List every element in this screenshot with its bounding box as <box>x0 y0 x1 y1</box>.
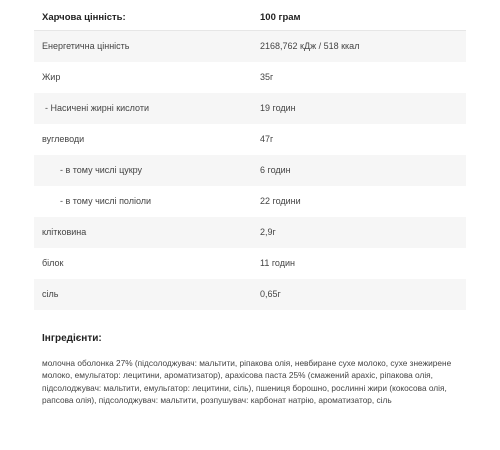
nutrition-row-salt <box>34 279 466 310</box>
nutrient-label: Енергетична цінність <box>42 41 130 52</box>
nutrient-value: 47г <box>260 134 274 144</box>
nutrition-row-fat <box>34 62 466 93</box>
nutrition-header-value: 100 грам <box>252 6 466 31</box>
nutrition-row-saturated-fat <box>34 93 466 124</box>
nutrition-header-label: Харчова цінність: <box>34 6 252 31</box>
ingredients-title: Інгредієнти: <box>42 333 102 344</box>
nutrient-label: білок <box>42 258 64 268</box>
nutrition-row-sugars <box>34 155 466 186</box>
nutrient-label: клітковина <box>42 227 87 237</box>
nutrient-label: - в тому числі цукру <box>60 165 143 175</box>
nutrition-row-fiber <box>34 217 466 248</box>
nutrient-value: 11 годин <box>260 258 295 268</box>
nutrient-label: вуглеводи <box>42 134 85 144</box>
nutrient-label: Жир <box>42 72 61 82</box>
ingredients-text: молочна оболонка 27% (підсолоджувач: мальтити, ріпакова олія, невбиране сухе молоко, сухе знежирене молоко, емульгатор: лецитини, ароматизатор), арахісова паста 25% (смажений арахіс, ріпакова олія, підсолоджувач: мальтити, емульгатор: лецитини, сіль), пшениця борошно, рослинні жири (кокосова олія, рапсова олія), підсолоджувач: мальтити, розпушувач: карбонат натрію, ароматизатор, сіль <box>42 358 452 405</box>
nutrient-label: - в тому числі поліоли <box>60 196 152 206</box>
nutrition-row-polyols <box>34 186 466 217</box>
ingredients-section <box>42 333 462 406</box>
nutrition-header-row <box>34 6 466 31</box>
nutrient-label: - Насичені жирні кислоти <box>45 103 149 113</box>
nutrient-value: 0,65г <box>260 289 281 299</box>
nutrient-label: сіль <box>42 289 59 299</box>
nutrition-row-carbohydrates <box>34 124 466 155</box>
nutrient-value: 2168,762 кДж / 518 ккал <box>260 41 360 52</box>
nutrition-table <box>34 6 466 310</box>
nutrient-value: 22 години <box>260 196 301 206</box>
nutrient-value: 2,9г <box>260 227 276 237</box>
nutrition-row-protein <box>34 248 466 279</box>
nutrient-value: 35г <box>260 72 274 82</box>
nutrient-value: 19 годин <box>260 103 296 113</box>
nutrition-row-energy <box>34 31 466 62</box>
nutrient-value: 6 годин <box>260 165 291 175</box>
